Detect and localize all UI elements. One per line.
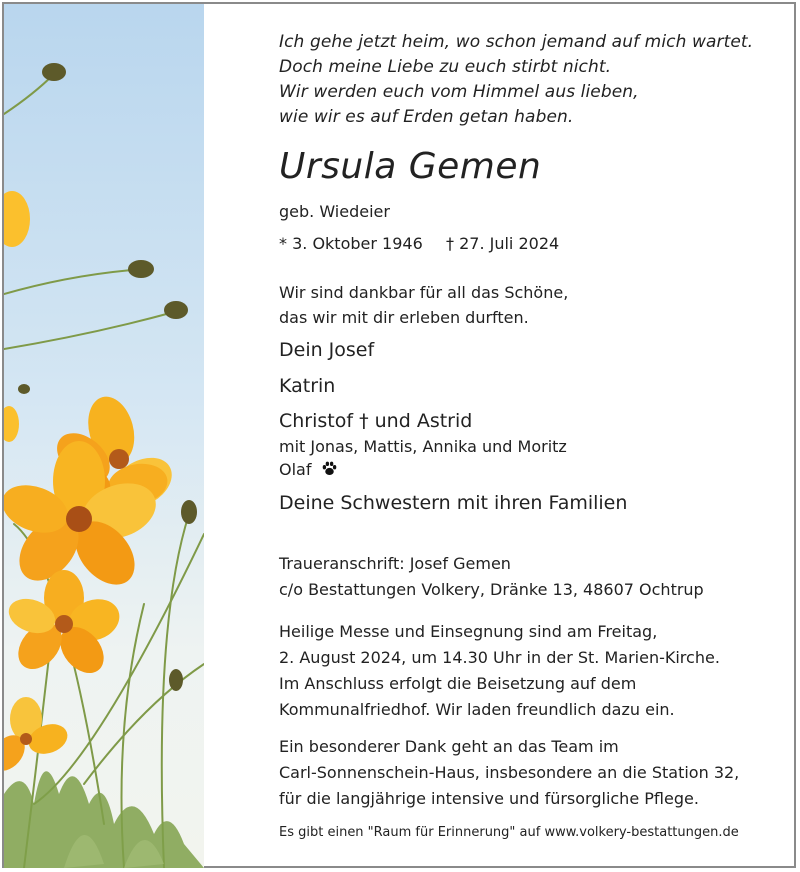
thanks-text bbox=[279, 734, 739, 812]
service-line: Kommunalfriedhof. Wir laden freundlich dazu ein. bbox=[279, 700, 675, 719]
poem-line: Ich gehe jetzt heim, wo schon jemand auf mich wartet. bbox=[279, 32, 754, 52]
death-date: † 27. Juli 2024 bbox=[446, 234, 560, 253]
mourner-olaf-label: Olaf bbox=[279, 460, 312, 479]
poem-line: wie wir es auf Erden getan haben. bbox=[279, 107, 574, 127]
mourner-katrin: Katrin bbox=[279, 375, 336, 397]
paw-print-icon bbox=[321, 460, 338, 481]
poem-line: Wir werden euch vom Himmel aus lieben, bbox=[279, 82, 639, 102]
thanks-line: Carl-Sonnenschein-Haus, insbesondere an die Station 32, bbox=[279, 763, 740, 782]
mourning-address bbox=[279, 551, 704, 603]
gratitude-line: das wir mit dir erleben durften. bbox=[279, 308, 529, 327]
mourner-christof: Christof † und Astrid bbox=[279, 410, 473, 432]
service-line: Heilige Messe und Einsegnung sind am Freitag, bbox=[279, 622, 658, 641]
gratitude-line: Wir sind dankbar für all das Schöne, bbox=[279, 283, 569, 302]
service-line: 2. August 2024, um 14.30 Uhr in der St. Marien-Kirche. bbox=[279, 648, 720, 667]
mourner-josef: Dein Josef bbox=[279, 339, 375, 361]
birth-date: * 3. Oktober 1946 bbox=[279, 234, 423, 253]
thanks-line: Ein besonderer Dank geht an das Team im bbox=[279, 737, 619, 756]
maiden-name: geb. Wiedeier bbox=[279, 202, 390, 221]
mourner-grandchildren: mit Jonas, Mattis, Annika und Moritz bbox=[279, 437, 567, 456]
flower-photo bbox=[4, 4, 204, 868]
mourner-sisters: Deine Schwestern mit ihren Familien bbox=[279, 492, 628, 514]
poem bbox=[279, 30, 753, 130]
service-line: Im Anschluss erfolgt die Beisetzung auf dem bbox=[279, 674, 637, 693]
poem-line: Doch meine Liebe zu euch stirbt nicht. bbox=[279, 57, 612, 77]
thanks-line: für die langjährige intensive und fürsorgliche Pflege. bbox=[279, 789, 699, 808]
mourner-olaf bbox=[279, 460, 338, 481]
service-details bbox=[279, 619, 720, 723]
gratitude-text bbox=[279, 280, 568, 330]
deceased-name: Ursula Gemen bbox=[279, 146, 542, 187]
address-line: c/o Bestattungen Volkery, Dränke 13, 48607 Ochtrup bbox=[279, 580, 704, 599]
address-line: Traueranschrift: Josef Gemen bbox=[279, 554, 511, 573]
footer-note: Es gibt einen "Raum für Erinnerung" auf www.volkery-bestattungen.de bbox=[279, 825, 739, 840]
